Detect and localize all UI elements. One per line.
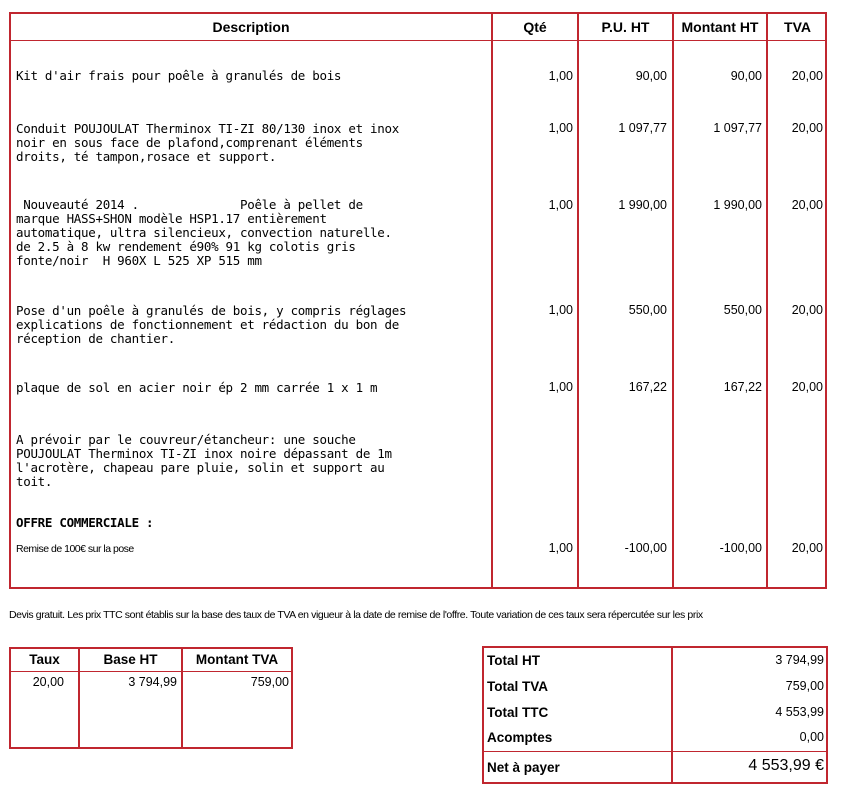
deposit-value: 0,00 [799,730,824,744]
column-divider [491,14,493,587]
vat-amount: 759,00 [250,675,289,689]
header-unit-price: P.U. HT [601,19,650,35]
net-payable-value: 4 553,99 € [748,757,824,774]
header-divider [11,40,825,41]
deposit-label: Acomptes [487,730,553,745]
line-vat: 20,00 [791,303,823,317]
net-payable-label: Net à payer [487,760,560,775]
header-qty: Qté [523,19,547,35]
line-vat: 20,00 [791,541,823,555]
header-description: Description [212,19,290,35]
line-unit-price: 167,22 [628,380,667,394]
line-unit-price: 1 990,00 [618,198,667,212]
total-ht-value: 3 794,99 [775,653,824,667]
header-amount: Montant HT [681,19,759,35]
line-qty: 1,00 [548,380,573,394]
terms-note: Devis gratuit. Les prix TTC sont établis sur la base des taux de TVA en vigueur à la date de remise de l'offre. Toute variation de ces taux sera répercutée sur les prix [9,609,703,621]
line-description: Conduit POUJOULAT Therminox TI-ZI 80/130 inox et inox noir en sous face de plafond,comprenant éléments droits, té tampon,rosace et support. [16,121,399,164]
line-vat: 20,00 [791,69,823,83]
total-ht-label: Total HT [487,653,540,668]
vat-header-amount: Montant TVA [195,652,279,667]
column-divider [671,648,673,782]
line-qty: 1,00 [548,198,573,212]
line-amount: 1 097,77 [713,121,762,135]
net-divider [484,751,826,752]
line-description: Nouveauté 2014 . Poêle à pellet de marque HASS+SHON modèle HSP1.17 entièrement automatique, ultra silencieux, convection naturelle. de 2.5 à 8 kw rendement é90% 91 kg colotis gris fonte/noir H 960X L 525 XP 515 mm [16,197,392,268]
line-unit-price: 550,00 [628,303,667,317]
line-qty: 1,00 [548,303,573,317]
vat-breakdown-table [9,647,293,749]
line-unit-price: 90,00 [635,69,667,83]
column-divider [577,14,579,587]
line-vat: 20,00 [791,198,823,212]
line-description: Kit d'air frais pour poêle à granulés de bois [16,68,342,83]
line-description: plaque de sol en acier noir ép 2 mm carrée 1 x 1 m [16,380,378,395]
vat-header-rate: Taux [29,652,60,667]
line-unit-price: 1 097,77 [618,121,667,135]
line-amount: 167,22 [723,380,762,394]
header-vat: TVA [784,19,811,35]
total-ttc-value: 4 553,99 [775,705,824,719]
line-description: A prévoir par le couvreur/étancheur: une souche POUJOULAT Therminox TI-ZI inox noire dépassant de 1m l'acrotère, chapeau pare pluie, solin et support au toit. [16,432,392,489]
line-qty: 1,00 [548,121,573,135]
quote-lines-table [9,12,827,589]
total-tva-value: 759,00 [785,679,824,693]
line-qty: 1,00 [548,541,573,555]
line-amount: 90,00 [730,69,762,83]
line-qty: 1,00 [548,69,573,83]
line-description: Pose d'un poêle à granulés de bois, y compris réglages explications de fonctionnement et rédaction du bon de réception de chantier. [16,303,407,346]
total-tva-label: Total TVA [487,679,548,694]
line-description: Remise de 100€ sur la pose [16,543,134,555]
line-amount: 1 990,00 [713,198,762,212]
vat-rate: 20,00 [32,675,64,689]
total-ttc-label: Total TTC [487,705,549,720]
column-divider [766,14,768,587]
section-heading: OFFRE COMMERCIALE : [16,515,154,530]
vat-header-base: Base HT [103,652,158,667]
vat-base: 3 794,99 [128,675,177,689]
line-amount: 550,00 [723,303,762,317]
line-amount: -100,00 [719,541,762,555]
line-vat: 20,00 [791,121,823,135]
header-divider [11,671,291,672]
line-vat: 20,00 [791,380,823,394]
line-unit-price: -100,00 [624,541,667,555]
column-divider [672,14,674,587]
totals-table [482,646,828,784]
